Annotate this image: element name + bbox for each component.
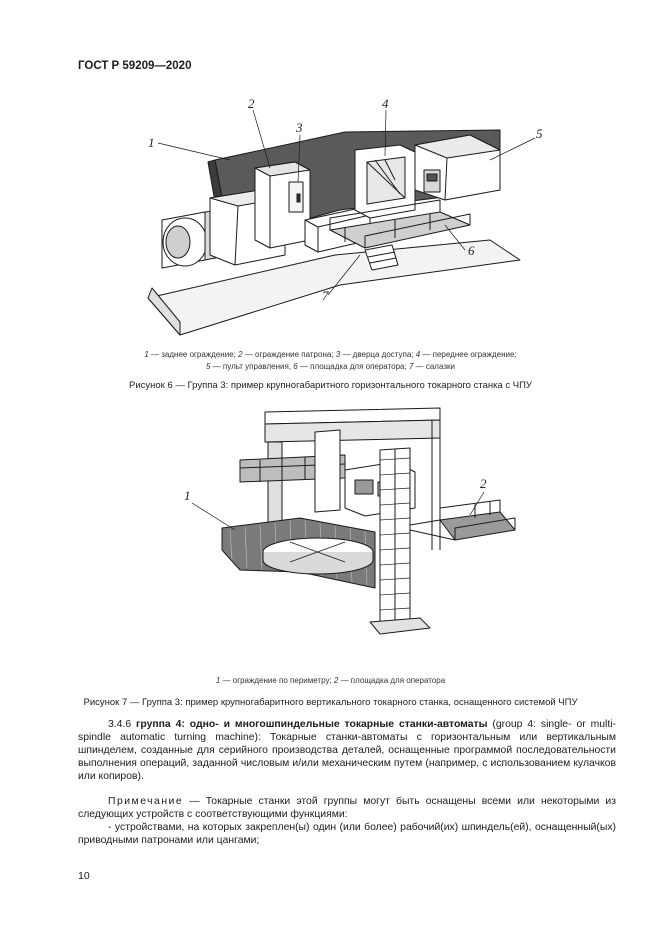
note-item-1: - устройствами, на которых закреплен(ы) один (или более) рабочий(их) шпиндель(ей), оснащенный(ых) приводными патронами или цангами;: [78, 822, 616, 846]
section-body: (group 4: single- or multi-spindle automatic turning machine): Токарные станки-автоматы с горизонтальным или вертикальным шпинделем, созданные для серийного производства деталей, оснащенные программой последовательности выполнения операций, заданной числовым и/или механическим путем (например, с использованием кулачков или копиров).: [78, 719, 616, 782]
figure-7-vertical-lathe-drawing: [0, 400, 661, 655]
figure-7-legend: [0, 675, 661, 687]
page-number: 10: [78, 870, 90, 882]
fig6-callout-5: 5: [536, 126, 543, 141]
fig6-legend-line2: 5 — пульт управления, 6 — площадка для оператора; 7 — салазки: [206, 362, 455, 371]
fig7-legend-line1: 1 — ограждение по периметру; 2 — площадка для оператора: [215, 676, 446, 685]
note-text: — Токарные станки этой группы могут быть оснащены всеми или некоторыми из следующих устройств с соответствующими функциями:: [78, 796, 616, 820]
figure-7-caption: Рисунок 7 — Группа 3: пример крупногабаритного вертикального токарного станка, оснащенного системой ЧПУ: [83, 697, 578, 708]
section-title: группа 4: одно- и многошпиндельные токарные станки-автоматы: [136, 719, 488, 730]
fig6-callout-3: 3: [296, 120, 303, 135]
fig6-callout-2: 2: [248, 96, 255, 111]
section-number: 3.4.6: [108, 719, 132, 730]
section-3-4-6: [78, 718, 616, 783]
fig6-callout-7: 7: [322, 288, 329, 303]
fig6-callout-4: 4: [382, 96, 389, 111]
fig7-callout-2: 2: [480, 476, 487, 491]
fig6-callout-1: 1: [148, 135, 155, 150]
document-header: ГОСТ Р 59209—2020: [78, 60, 192, 72]
figure-6-horizontal-lathe-drawing: [0, 90, 661, 345]
fig6-legend-line1: 1 — заднее ограждение; 2 — ограждение патрона; 3 — дверца доступа; 4 — переднее ограждение;: [144, 350, 517, 359]
note-block: [78, 795, 616, 847]
fig6-callout-6: 6: [468, 243, 475, 258]
fig7-callout-1: 1: [184, 488, 191, 503]
figure-6-legend: [0, 349, 661, 373]
note-label: Примечание: [108, 796, 184, 807]
figure-6-caption: Рисунок 6 — Группа 3: пример крупногабаритного горизонтального токарного станка с ЧПУ: [129, 380, 532, 391]
